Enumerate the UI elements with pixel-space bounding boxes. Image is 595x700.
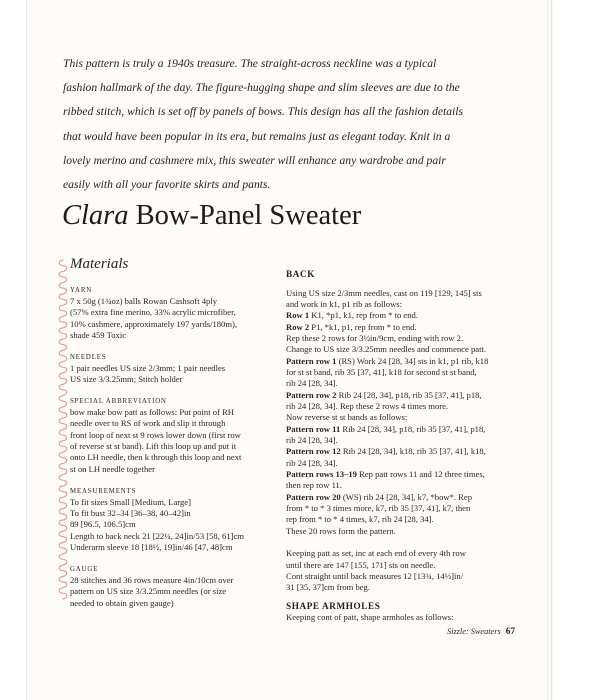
instruction-text: Change to US size 3/3.25mm needles and commence patt.	[286, 344, 486, 355]
instruction-text: Rib 24 [28, 34], k18, rib 35 [37, 41], k18,	[340, 446, 486, 457]
instruction-text: until there are 147 [155, 171] sts on needle.	[286, 559, 436, 570]
back-heading: BACK	[286, 269, 315, 279]
instruction-line	[286, 356, 518, 367]
instruction-line	[286, 344, 518, 355]
abbreviation-line: onto LH needle, then k through this loop and next	[70, 452, 242, 463]
gauge-line: 28 stitches and 36 rows measure 4in/10cm over	[70, 574, 234, 585]
book-page	[26, 0, 552, 700]
yarn-line: 7 x 50g (1¾oz) balls Rowan Cashsoft 4ply	[70, 296, 218, 306]
materials-heading: Materials	[70, 256, 129, 272]
instruction-line	[286, 299, 518, 310]
abbreviation-section	[70, 397, 285, 475]
gauge-label: GAUGE	[70, 565, 99, 573]
instruction-line	[286, 503, 518, 514]
instruction-line	[286, 310, 518, 321]
abbreviation-label: SPECIAL ABBREVIATION	[70, 398, 167, 406]
instruction-line	[286, 390, 518, 401]
instruction-text: Keeping patt as set, inc at each end of every 4th row	[286, 548, 466, 559]
instruction-lead: Row 1	[286, 310, 310, 321]
instruction-line	[286, 492, 518, 503]
needles-section	[70, 353, 285, 386]
instruction-line	[286, 560, 518, 571]
instruction-text: P1, *k1, p1, rep from * to end.	[309, 321, 417, 332]
instruction-text: K1, *p1, k1, rep from * to end.	[309, 310, 418, 321]
instruction-text: Rib 24 [28, 34], p18, rib 35 [37, 41], p18,	[336, 389, 482, 400]
abbreviation-line: needle over to RS of work and slip it through	[70, 418, 226, 429]
measurements-line: Underarm sleeve 18 [18½, 19]in/46 [47, 48]cm	[70, 542, 233, 552]
abbreviation-line: front loop of next st 9 rows lower down (first row	[70, 429, 241, 440]
instruction-text: rib 24 [28, 34].	[286, 457, 338, 468]
page-number: 67	[505, 627, 516, 637]
instruction-line	[286, 469, 518, 480]
abbreviation-line: st on LH needle together	[70, 463, 155, 474]
instruction-line	[286, 333, 518, 344]
instruction-text: Rib 24 [28, 34], p18, rib 35 [37, 41], p18,	[340, 423, 486, 434]
needles-line: 1 pair needles US size 2/3mm; 1 pair needles	[70, 362, 226, 373]
instruction-line	[286, 322, 518, 333]
bow-border-path	[59, 260, 67, 599]
instruction-line	[286, 401, 518, 412]
instruction-line	[286, 367, 518, 378]
instruction-text: (WS) rib 24 [28, 34], k7, *bow*. Rep	[340, 491, 473, 502]
running-head: Sizzle: Sweaters	[447, 627, 501, 636]
gauge-line: pattern on US size 3/3.25mm needles (or size	[70, 586, 227, 597]
yarn-section	[70, 286, 285, 341]
instruction-lead: Pattern row 11	[286, 423, 341, 434]
instruction-text: Cont straight until back measures 12 [13¾, 14½]in/	[286, 571, 464, 582]
measurements-section	[70, 487, 285, 554]
bow-loop-path	[59, 260, 67, 599]
instruction-text: and work in k1, p1 rib as follows:	[286, 298, 403, 309]
instruction-text: 31 [35, 37]cm from beg.	[286, 582, 371, 593]
instruction-text: Using US size 2/3mm needles, cast on 119 [129, 145] sts	[286, 287, 482, 298]
instruction-line	[286, 480, 518, 491]
instruction-line	[286, 526, 518, 537]
intro-paragraph: This pattern is truly a 1940s treasure. The straight-across neckline was a typical fashion hallmark of the day. The figure-hugging shape and slim sleeves are due to the ribbed stitch, which is set off by panels of bows. This design has all the fashion details that would have been popular in its era, but remains just as elegant today. Knit in a lovely merino and cashmere mix, this sweater will enhance any wardrobe and pair easily with all your favorite skirts and pants.	[63, 57, 463, 192]
armholes-line: Keeping cont of patt, shape armholes as follows:	[286, 612, 454, 623]
instruction-line	[286, 514, 518, 525]
instruction-lead: Pattern row 2	[286, 389, 337, 400]
shape-armholes-heading: SHAPE ARMHOLES	[286, 600, 381, 611]
instruction-text: rib 24 [28, 34].	[286, 378, 338, 389]
instruction-line	[286, 548, 518, 559]
instruction-line	[286, 571, 518, 582]
measurements-line: To fit sizes Small [Medium, Large]	[70, 496, 191, 507]
title-rest: Bow-Panel Sweater	[135, 200, 362, 231]
instruction-text: Now reverse st st bands as follows:	[286, 412, 408, 423]
instructions-column	[286, 269, 518, 624]
gauge-line: needed to obtain given gauge)	[70, 597, 174, 608]
instruction-lead: Pattern row 20	[286, 491, 341, 502]
instruction-text: (RS) Work 24 [28, 34] sts in k1, p1 rib, k18	[336, 355, 489, 366]
instruction-text: then rep row 11.	[286, 480, 343, 491]
instruction-line	[286, 446, 518, 457]
instruction-text: rep from * to * 4 times, k7, rib 24 [28, 34].	[286, 514, 434, 525]
bow-border-decoration	[57, 258, 69, 600]
measurements-line: To fit bust 32–34 [36–38, 40–42]in	[70, 507, 191, 518]
instruction-text: Rep these 2 rows for 3½in/9cm, ending with row 2.	[286, 332, 464, 343]
measurements-label: MEASUREMENTS	[70, 487, 137, 495]
measurements-line: 89 [96.5, 106.5]cm	[70, 519, 136, 530]
measurements-line: Length to back neck 21 [22¼, 24]in/53 [58, 61]cm	[70, 530, 244, 541]
instruction-text: from * to * 3 times more, k7, rib 35 [37, 41], k7, then	[286, 503, 471, 514]
instruction-line	[286, 458, 518, 469]
instruction-line	[286, 412, 518, 423]
instruction-line	[286, 424, 518, 435]
yarn-line: (57% extra fine merino, 33% acrylic microfiber,	[70, 307, 236, 318]
needles-label: NEEDLES	[70, 353, 107, 361]
gauge-section	[70, 565, 285, 609]
pattern-title	[62, 200, 361, 232]
instruction-text: rib 24 [28, 34].	[286, 434, 338, 445]
instruction-text: These 20 rows form the pattern.	[286, 525, 396, 536]
abbreviation-line: of reverse st st band). Lift this loop up and put it	[70, 441, 237, 452]
back-instructions	[286, 288, 518, 594]
page-edge	[547, 0, 550, 700]
instruction-lead: Pattern row 1	[286, 355, 337, 366]
yarn-label: YARN	[70, 287, 93, 294]
page-footer	[447, 627, 515, 637]
instruction-line	[286, 435, 518, 446]
instruction-lead: Pattern row 12	[286, 446, 341, 457]
yarn-line: shade 459 Toxic	[70, 330, 127, 341]
needles-line: US size 3/3.25mm; Stitch holder	[70, 374, 183, 385]
instruction-line	[286, 537, 518, 548]
instruction-lead: Row 2	[286, 321, 310, 332]
instruction-line	[286, 378, 518, 389]
instruction-line	[286, 288, 518, 299]
materials-column	[70, 286, 285, 609]
instruction-line	[286, 582, 518, 593]
abbreviation-line: bow make bow patt as follows: Put point of RH	[70, 407, 234, 418]
instruction-lead: Pattern rows 13–19	[286, 469, 357, 479]
instruction-text: Rep patt rows 11 and 12 three times,	[356, 469, 485, 479]
instruction-text: for st st band, rib 35 [37, 41], k18 for second st st band,	[286, 366, 477, 377]
instruction-text: rib 24 [28, 34]. Rep these 2 rows 4 times more.	[286, 400, 449, 411]
yarn-line: 10% cashmere, approximately 197 yards/180m),	[70, 318, 238, 329]
title-name: Clara	[62, 200, 129, 231]
